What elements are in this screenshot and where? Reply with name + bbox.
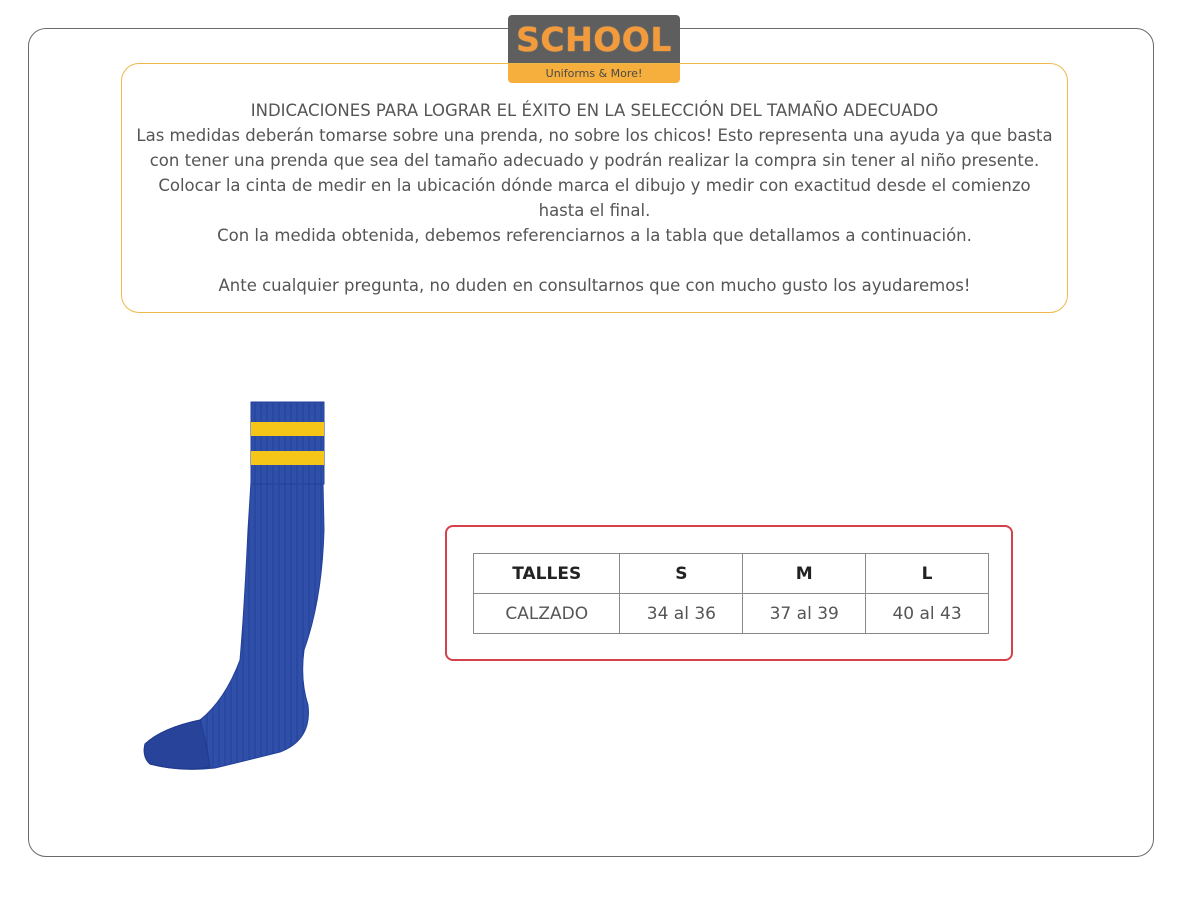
table-cell: 37 al 39 bbox=[743, 594, 866, 634]
table-header-cell: M bbox=[743, 554, 866, 594]
size-table-box bbox=[445, 525, 1013, 661]
table-cell: CALZADO bbox=[474, 594, 620, 634]
table-header-cell: L bbox=[866, 554, 989, 594]
table-row bbox=[474, 594, 989, 634]
table-cell: 40 al 43 bbox=[866, 594, 989, 634]
logo-wordmark-band bbox=[508, 15, 680, 64]
logo-wordmark: SCHOOL bbox=[516, 20, 672, 59]
instructions-closing: Ante cualquier pregunta, no duden en consultarnos que con mucho gusto los ayudaremos! bbox=[218, 276, 971, 295]
instructions-heading: INDICACIONES PARA LOGRAR EL ÉXITO EN LA SELECCIÓN DEL TAMAÑO ADECUADO bbox=[250, 101, 939, 120]
table-cell: 34 al 36 bbox=[620, 594, 743, 634]
table-header-row bbox=[474, 554, 989, 594]
size-table bbox=[473, 553, 989, 634]
instructions-line: Con la medida obtenida, debemos referenciarnos a la tabla que detallamos a continuación. bbox=[217, 226, 972, 245]
instructions-box bbox=[121, 63, 1068, 313]
instructions-line: con tener una prenda que sea del tamaño adecuado y podrán realizar la compra sin tener al niño presente. bbox=[149, 151, 1040, 170]
instructions-line: Colocar la cinta de medir en la ubicación dónde marca el dibujo y medir con exactitud desde el comienzo bbox=[158, 176, 1031, 195]
sock-body bbox=[144, 482, 324, 769]
logo-tagline: Uniforms & More! bbox=[545, 67, 643, 80]
table-header-cell: S bbox=[620, 554, 743, 594]
sock-toe bbox=[144, 720, 210, 769]
table-header-cell: TALLES bbox=[474, 554, 620, 594]
knee-sock-illustration bbox=[140, 400, 330, 772]
instructions-line: Las medidas deberán tomarse sobre una prenda, no sobre los chicos! Esto representa una ayuda ya que basta bbox=[136, 126, 1053, 145]
instructions-line: hasta el final. bbox=[538, 201, 651, 220]
spacer bbox=[122, 248, 1067, 273]
sock-stripe bbox=[251, 451, 324, 465]
sock-cuff bbox=[251, 402, 324, 484]
sock-stripe bbox=[251, 422, 324, 436]
